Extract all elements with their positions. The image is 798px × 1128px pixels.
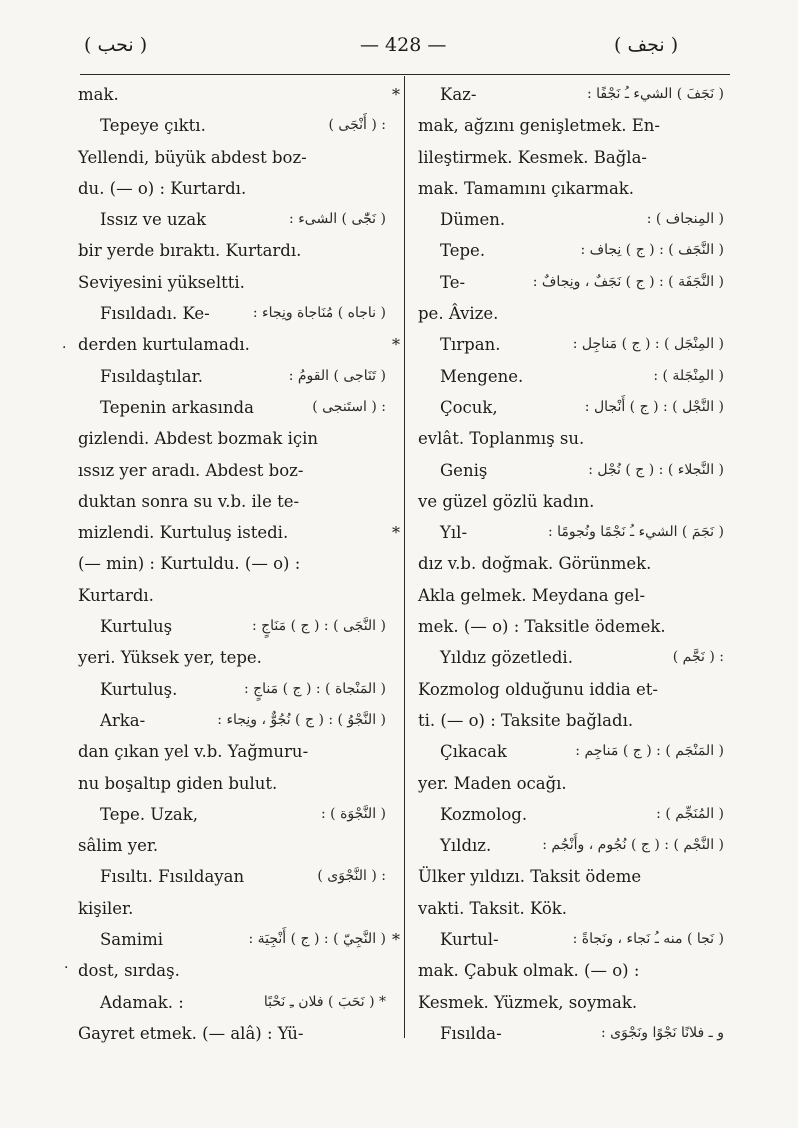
arabic-headword: * ( نَحَبَ ) فلان ـِ نَحْبًا — [263, 993, 386, 1010]
arabic-headword: ( النَّجِيّ ) : ( ج ) أَنْجِيَة : — [248, 931, 386, 948]
line-text: Yıldız gözetledi. — [440, 648, 573, 668]
text-line — [78, 987, 386, 1018]
text-line — [78, 361, 386, 392]
line-text: yer. Maden ocağı. — [418, 773, 567, 793]
arabic-headword: ( المِنْجَل ) : ( ج ) مَناجِل : — [572, 336, 724, 353]
arabic-headword: ( نَجَفَ ) الشيء ـُ نَجْفًا : — [586, 86, 724, 102]
entry-marker: * — [392, 523, 400, 543]
text-line — [78, 486, 386, 517]
line-text: Tepe. — [440, 241, 486, 261]
line-text: duktan sonra su v.b. ile te- — [78, 491, 300, 511]
text-line — [78, 142, 386, 173]
line-text: Kurtuluş. — [100, 679, 178, 699]
text-line — [418, 861, 724, 892]
line-text: dost, sırdaş. — [78, 961, 180, 981]
text-line — [418, 423, 724, 454]
margin-dot: · — [64, 960, 69, 976]
text-line — [78, 392, 386, 423]
arabic-headword: : ( نَجَّم ) — [672, 649, 724, 666]
text-line — [418, 142, 724, 173]
text-line — [78, 674, 386, 705]
line-text: Yıl- — [440, 523, 468, 543]
line-text: Arka- — [100, 710, 146, 730]
text-line — [392, 517, 724, 548]
line-text: Fısıldadı. Ke- — [100, 304, 210, 324]
text-line — [418, 173, 724, 204]
line-text: vakti. Taksit. Kök. — [418, 898, 568, 918]
line-text: Kozmolog. — [440, 804, 528, 824]
line-text: Tırpan. — [440, 335, 501, 355]
text-line — [418, 110, 724, 141]
header-left-root: ( نحب ) — [84, 34, 148, 56]
line-text: Samimi — [100, 930, 163, 950]
line-text: mak, ağzını genişletmek. En- — [418, 116, 661, 136]
arabic-headword: ( النَّجْوُ ) : ( ج ) نُجُوٌّ ، ونِجاء : — [217, 711, 386, 728]
text-line — [78, 204, 386, 235]
line-text: Çocuk, — [440, 397, 498, 417]
arabic-headword: : ( النَّجْوَى ) — [317, 868, 386, 885]
arabic-headword: ( المَنْجَم ) : ( ج ) مَناجِم : — [575, 743, 724, 760]
line-text: Çıkacak — [440, 742, 507, 762]
line-text: evlât. Toplanmış su. — [418, 429, 585, 449]
line-text: dız v.b. doğmak. Görünmek. — [418, 554, 652, 574]
arabic-headword: ( النَّجْم ) : ( ج ) نُجُوم ، وأَنْجُم : — [542, 837, 724, 854]
line-text: Seviyesini yükseltti. — [78, 272, 245, 292]
arabic-headword: ( النَّجْل ) : ( ج ) أَنْجال : — [584, 398, 724, 415]
line-text: Kozmolog olduğunu iddia et- — [418, 679, 658, 699]
line-text: Tepeye çıktı. — [100, 116, 206, 136]
entry-marker: * — [392, 85, 400, 104]
line-text: lileştirmek. Kesmek. Bağla- — [418, 147, 647, 167]
text-line — [418, 580, 724, 611]
arabic-headword: ( نَجّٰى ) الشىء : — [289, 211, 386, 228]
line-text: gizlendi. Abdest bozmak için — [78, 429, 319, 449]
arabic-headword: ( النَّجْوَة ) : — [321, 805, 386, 822]
left-column — [78, 79, 386, 1049]
text-line — [418, 486, 724, 517]
text-line — [418, 987, 724, 1018]
line-text: du. (— o) : Kurtardı. — [78, 178, 247, 198]
page-number: — 428 — — [360, 34, 447, 56]
line-text: Kurtul- — [440, 930, 499, 950]
line-text: Tepenin arkasında — [100, 397, 254, 417]
arabic-headword: : ( أَنْجَى ) — [328, 117, 386, 134]
line-text: derden kurtulamadı. — [78, 335, 250, 355]
text-line — [392, 79, 724, 110]
line-text: ıssız yer aradı. Abdest boz- — [78, 460, 304, 480]
text-line — [418, 830, 724, 861]
text-line — [78, 768, 386, 799]
arabic-headword: ( المُنَجِّم ) : — [656, 805, 724, 822]
text-line — [392, 329, 724, 360]
line-text: pe. Âvize. — [418, 304, 499, 324]
text-line — [418, 799, 724, 830]
text-line — [78, 329, 386, 360]
text-line — [418, 736, 724, 767]
text-line — [78, 79, 386, 110]
text-line — [78, 736, 386, 767]
right-column — [392, 79, 724, 1049]
text-line — [78, 110, 386, 141]
arabic-headword: ( نَجا ) منه ـُ نَجاء ، ونَجاةً : — [572, 931, 724, 948]
arabic-headword: : ( استَنجى ) — [312, 398, 386, 415]
text-line — [78, 235, 386, 266]
text-line — [78, 955, 386, 986]
text-line — [418, 674, 724, 705]
line-text: Ülker yıldızı. Taksit ödeme — [418, 867, 642, 887]
text-line — [78, 173, 386, 204]
entry-marker: * — [392, 930, 400, 950]
line-text: Yıldız. — [440, 836, 492, 856]
line-text: mek. (— o) : Taksitle ödemek. — [418, 617, 666, 637]
text-line — [78, 548, 386, 579]
arabic-headword: و ـ فلانًا نَجْوًا ونَجْوَى : — [601, 1024, 724, 1041]
line-text: ti. (— o) : Taksite bağladı. — [418, 710, 634, 730]
arabic-headword: ( نَجَمَ ) الشيء ـُ نَجْمًا ونُجومًا : — [547, 524, 724, 541]
arabic-headword: ( النَّجلاء ) : ( ج ) نُجْل : — [588, 461, 724, 478]
arabic-headword: ( المِنْجَلة ) : — [653, 367, 724, 384]
arabic-headword: ( النَّجَفَة ) : ( ج ) نَجَفٌ ، ونِجافٌ : — [532, 273, 724, 290]
text-line — [78, 893, 386, 924]
text-line — [78, 455, 386, 486]
margin-dot: · — [62, 340, 67, 356]
text-line — [418, 768, 724, 799]
line-text: mak. Çabuk olmak. (— o) : — [418, 961, 640, 981]
text-line — [418, 392, 724, 423]
line-text: dan çıkan yel v.b. Yağmuru- — [78, 742, 309, 762]
line-text: Adamak. : — [100, 992, 184, 1012]
text-line — [78, 642, 386, 673]
text-line — [418, 611, 724, 642]
text-line — [392, 924, 724, 955]
text-line — [418, 955, 724, 986]
line-text: mak. — [78, 85, 119, 104]
line-text: nu boşaltıp giden bulut. — [78, 773, 278, 793]
text-line — [78, 861, 386, 892]
line-text: Tepe. Uzak, — [100, 804, 198, 824]
line-text: (— min) : Kurtuldu. (— o) : — [78, 554, 301, 574]
text-line — [418, 455, 724, 486]
arabic-headword: ( ناجاه ) مُنَاجاة ونِجاء : — [252, 305, 386, 322]
text-line — [78, 267, 386, 298]
arabic-headword: ( المَنْجاة ) : ( ج ) مَناجٍ : — [243, 680, 386, 697]
text-line — [78, 924, 386, 955]
line-text: Dümen. — [440, 210, 506, 230]
text-line — [418, 361, 724, 392]
text-line — [78, 423, 386, 454]
line-text: Kaz- — [440, 85, 477, 104]
line-text: Issız ve uzak — [100, 210, 207, 230]
text-line — [78, 830, 386, 861]
line-text: Yellendi, büyük abdest boz- — [78, 147, 307, 167]
text-line — [78, 580, 386, 611]
line-text: Mengene. — [440, 366, 524, 386]
line-text: sâlim yer. — [78, 836, 159, 856]
line-text: Kurtuluş — [100, 617, 173, 637]
header-right-root: ( نجف ) — [614, 34, 679, 56]
arabic-headword: ( النَّجَى ) : ( ج ) مَنَاجٍ : — [251, 618, 386, 635]
line-text: Fısıldaştılar. — [100, 366, 203, 386]
line-text: Geniş — [440, 460, 488, 480]
text-line — [418, 267, 724, 298]
line-text: Fısılda- — [440, 1023, 502, 1043]
line-text: yeri. Yüksek yer, tepe. — [78, 648, 262, 668]
line-text: mizlendi. Kurtuluş istedi. — [78, 523, 289, 543]
entry-marker: * — [392, 335, 400, 355]
text-line — [78, 799, 386, 830]
line-text: Fısıltı. Fısıldayan — [100, 867, 245, 887]
text-line — [418, 204, 724, 235]
column-divider — [404, 76, 405, 1038]
line-text: Akla gelmek. Meydana gel- — [418, 585, 646, 605]
arabic-headword: ( المِنجاف ) : — [646, 211, 724, 228]
arabic-headword: ( النَّجَف ) : ( ج ) نِجاف : — [580, 242, 724, 259]
line-text: Te- — [440, 272, 466, 292]
text-line — [418, 298, 724, 329]
text-line — [418, 548, 724, 579]
text-line — [78, 1018, 386, 1049]
text-line — [78, 611, 386, 642]
line-text: mak. Tamamını çıkarmak. — [418, 178, 635, 198]
arabic-headword: ( تَنَاجى ) القومُ : — [288, 367, 386, 384]
text-line — [418, 1018, 724, 1049]
text-line — [418, 893, 724, 924]
text-line — [78, 298, 386, 329]
line-text: Kesmek. Yüzmek, soymak. — [418, 992, 638, 1012]
text-line — [78, 517, 386, 548]
line-text: ve güzel gözlü kadın. — [418, 491, 595, 511]
line-text: bir yerde bıraktı. Kurtardı. — [78, 241, 302, 261]
text-line — [418, 705, 724, 736]
line-text: Kurtardı. — [78, 585, 154, 605]
line-text: Gayret etmek. (— alâ) : Yü- — [78, 1023, 304, 1043]
text-line — [418, 235, 724, 266]
line-text: kişiler. — [78, 898, 134, 918]
text-line — [418, 642, 724, 673]
header-rule — [80, 74, 730, 75]
text-line — [78, 705, 386, 736]
